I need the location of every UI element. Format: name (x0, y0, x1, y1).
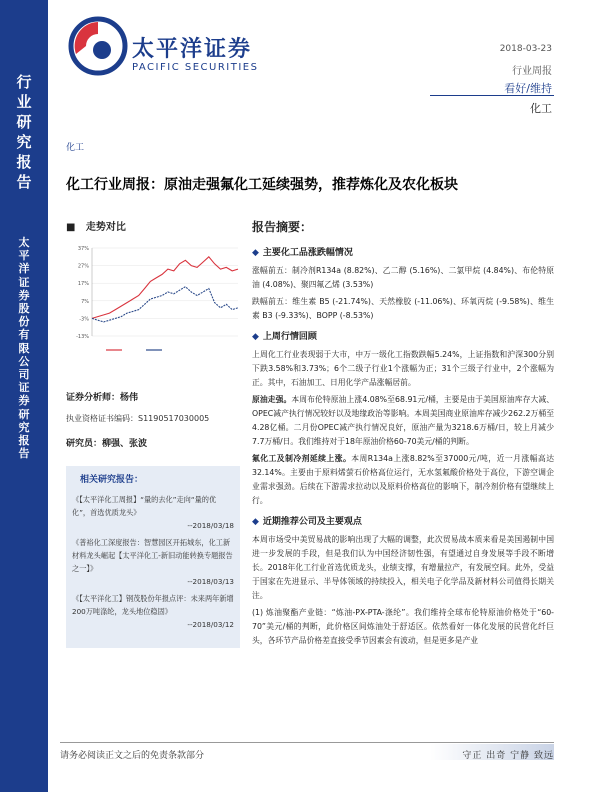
sidebar-bottom-char: 有 (18, 328, 30, 342)
related-item-text: 《普裕化工深度报告：智慧园区开拓城东，化工新材料龙头崛起【太平洋化工-新旧动能转换专题报告之一】》 (72, 538, 233, 573)
recommendation-text: 本周市场受中美贸易战的影响出现了大幅的调整，此次贸易战本质来看是美国遏制中国进一步发展的手段，但是我们认为中国经济韧性强，有望通过自身发展等手段不断增长。2018年化工行业首选优质龙头，业绩支撑，有增量拉产，有发展空间。此外，受益于国家在先进显示、半导体领域的持续投入，相关电子化学品及新材料公司值得长期关注。 (252, 535, 554, 600)
page-title: 化工行业周报：原油走强氟化工延续强势，推荐炼化及农化板块 (66, 177, 458, 193)
chart-y-tick-label: -3% (79, 316, 89, 323)
sidebar-bottom-char: 券 (18, 394, 30, 408)
sidebar-top-char: 报 (16, 153, 32, 171)
footer-divider (60, 742, 554, 743)
sidebar-bottom-char: 证 (18, 381, 30, 395)
sidebar-bottom-char: 报 (18, 434, 30, 448)
sidebar-top-char: 告 (16, 173, 32, 191)
license (66, 413, 209, 424)
chart-y-tick-label: 7% (81, 298, 89, 305)
report-date: 2018-03-23 (499, 44, 552, 54)
chart-y-tick-label: 17% (77, 281, 89, 288)
sidebar-top-char: 行 (16, 73, 32, 91)
sidebar-bottom-char: 洋 (18, 262, 30, 276)
header-divider (430, 95, 554, 96)
sidebar-bottom-char: 股 (18, 302, 30, 316)
section-heading-text: 近期推荐公司及主要观点 (262, 517, 362, 527)
analyst-label: 证券分析师： (66, 393, 121, 403)
summary-section (252, 218, 554, 651)
summary-heading: 报告摘要： (252, 220, 313, 234)
chart-y-tick-label: 27% (77, 263, 89, 270)
refining-text: (1) 炼油聚酯产业链：“炼油-PX-PTA-涤纶”。我们维持全球布伦特原油价格处于“60-70”美元/桶的判断，此价格区间炼油处于舒适区。依然看好一体化发展的民营化纤巨头，各环节产品价格差直接受季节因素会有波动，但是更多是产业 (252, 608, 554, 645)
brand-name-cn: 太平洋证券 (132, 37, 253, 62)
gainers-text: 涨幅前五：制冷剂R134a (8.82%)、乙二醇 (5.16%)、二氯甲烷 (4.84%)、布伦特原油 (4.08%)、聚四氟乙烯 (3.53%) (252, 266, 554, 289)
related-item-date: --2018/03/13 (187, 577, 234, 586)
fluoro-body: 本周R134a上涨8.82%至37000元/吨，近一月涨幅高达32.14%。主要由于原料烯萤石价格高位运行，无水氢氟酸价格处于高位，下游空调企业需求强劲。后续在下游需求拉动以及原料价格高位的影响下，制冷剂价格有望继续上行。 (252, 454, 554, 505)
category-label: 化工 (66, 143, 85, 153)
fluoro-label: 氟化工及制冷剂延续上涨。 (252, 454, 352, 463)
report-industry: 化工 (530, 102, 552, 115)
chart-series-line (92, 257, 238, 319)
analyst-name: 杨伟 (120, 393, 139, 403)
oil-text (252, 393, 554, 449)
trend-section (66, 218, 242, 233)
license-label: 执业资格证书编码： (66, 414, 138, 423)
section-heading-text: 上周行情回顾 (262, 332, 317, 342)
sidebar-top-text (0, 72, 48, 192)
sidebar-bottom-text (0, 236, 48, 460)
footer-disclaimer: 请务必阅读正文之后的免责条款部分 (60, 751, 205, 761)
chart-series-line (92, 287, 238, 322)
related-item-date: --2018/03/12 (187, 620, 234, 629)
sidebar-bottom-char: 太 (18, 236, 30, 249)
diamond-bullet-icon: ◆ (252, 248, 259, 258)
related-item-text: 《【太平洋化工周报】“量的去化”走向“量的优化”，首选优质龙头》 (72, 495, 217, 517)
square-bullet-icon: ■ (66, 222, 76, 233)
oil-label: 原油走强。 (252, 395, 292, 404)
analyst (66, 390, 138, 403)
related-reports (66, 466, 240, 648)
license-code: S1190517030005 (138, 414, 210, 423)
related-item[interactable] (72, 493, 234, 532)
researcher-label: 研究员： (66, 439, 103, 449)
sidebar-bottom-char: 份 (18, 315, 30, 329)
related-heading: 相关研究报告： (80, 475, 144, 485)
sidebar-bottom-char: 公 (18, 354, 30, 368)
footer-motto: 守正 出奇 宁静 致远 (462, 751, 554, 761)
related-item-date: --2018/03/18 (187, 521, 234, 530)
sidebar-bottom-char: 研 (18, 407, 30, 421)
sidebar-bottom-char: 司 (18, 368, 30, 382)
related-item[interactable] (72, 536, 234, 588)
brand-logo-icon (68, 16, 128, 76)
chart-y-tick-label: 37% (77, 246, 89, 252)
sidebar-bottom-char: 证 (18, 275, 30, 289)
section-heading (252, 245, 554, 258)
oil-body: 本周布伦特原油上涨4.08%至68.91元/桶，主要是由于美国原油库存大减、OPEC减产执行情况较好以及地缘政治等影响。本周美国商业原油库存减少262.2万桶至4.28亿桶。二月份OPEC减产执行情况良好，原油产量为3218.6万桶/日，较上月减少7.7万桶/日。我们维持对于18年原油价格60-70美元/桶的判断。 (252, 395, 555, 446)
sidebar-top-char: 研 (16, 113, 32, 131)
chart-y-tick-label: -13% (76, 334, 89, 340)
market-review-text: 上周化工行业表现弱于大市，中万一级化工指数跌幅5.24%，上证指数和沪深300分别下跌3.58%和3.73%；6个二级子行业1个涨幅为正；31个三级子行业中，2个涨幅为正。其中，石油加工、日用化学产品涨幅居前。 (252, 350, 554, 387)
sidebar-top-char: 究 (16, 133, 32, 151)
sidebar-top-char: 业 (16, 93, 32, 111)
related-item[interactable] (72, 592, 234, 631)
trend-heading (66, 218, 242, 233)
brand-name-en: PACIFIC SECURITIES (132, 62, 259, 73)
trend-heading-text: 走势对比 (85, 222, 126, 233)
report-type: 行业周报 (512, 66, 552, 77)
diamond-bullet-icon: ◆ (252, 332, 259, 342)
report-rating: 看好/维持 (504, 82, 552, 95)
losers-text: 跌幅前五：维生素 B5 (-21.74%)、天然橡胶 (-11.06%)、环氧丙烷 (-9.58%)、维生素 B3 (-9.33%)、BOPP (-8.53%) (252, 297, 554, 320)
researcher (66, 436, 147, 449)
sidebar-bottom-char: 告 (18, 447, 30, 461)
sidebar-bottom-char: 平 (18, 249, 30, 263)
trend-chart (66, 240, 242, 360)
sidebar-bottom-char: 限 (18, 341, 30, 355)
researcher-names: 柳强、张波 (102, 439, 148, 449)
section-heading (252, 329, 554, 342)
sidebar-bottom-char: 究 (18, 420, 30, 434)
sidebar-bottom-char: 券 (18, 288, 30, 302)
section-heading-text: 主要化工品涨跌幅情况 (262, 248, 353, 258)
section-heading (252, 514, 554, 527)
diamond-bullet-icon: ◆ (252, 517, 259, 527)
related-item-text: 《【太平洋化工】钢茂股份年报点评：未来两年新增200万吨涤纶，龙头地位稳固》 (72, 594, 234, 616)
fluoro-text (252, 452, 554, 508)
